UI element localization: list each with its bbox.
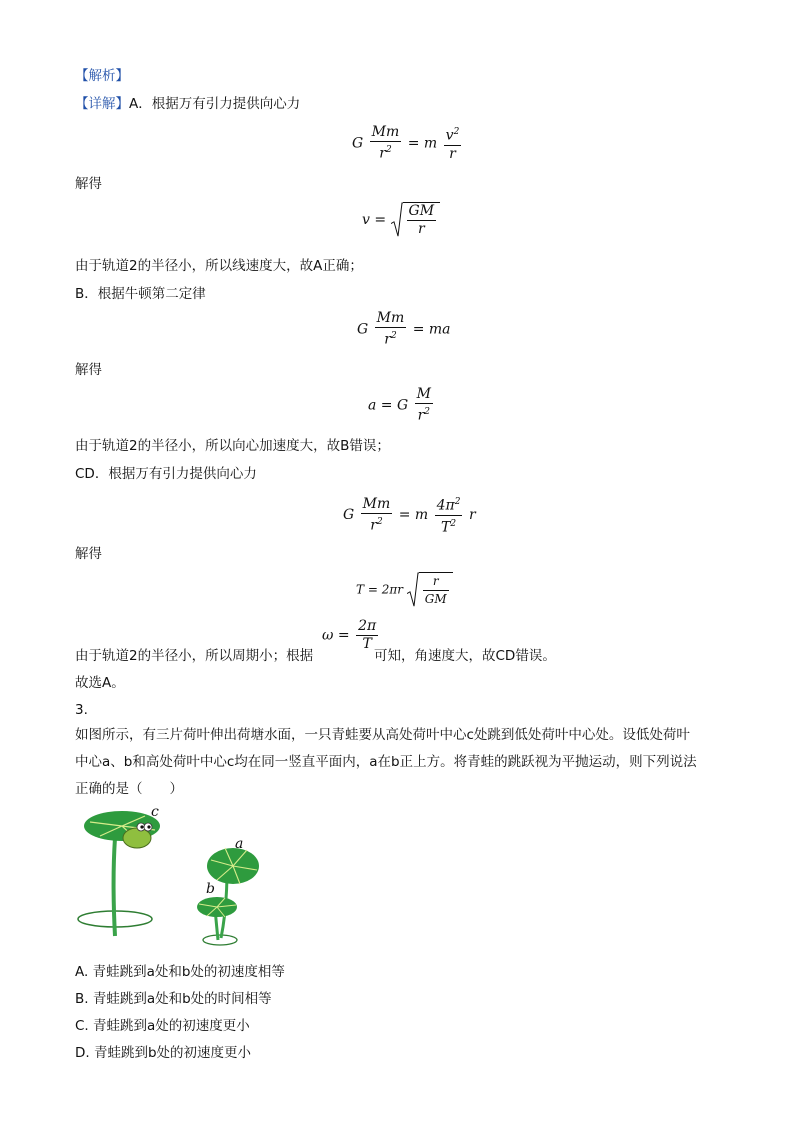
equation-newton-second: G $\frac{Mm}{r^2}$ = ma <box>357 310 451 348</box>
cd-intro: CD．根据万有引力提供向心力 <box>75 466 257 482</box>
label-a: a <box>235 836 244 852</box>
option-b: B. 青蛙跳到a处和b处的时间相等 <box>75 991 272 1007</box>
stem-c <box>114 838 116 936</box>
label-c: c <box>151 808 159 820</box>
question-number: 3. <box>75 702 88 718</box>
option-a: A. 青蛙跳到a处和b处的初速度相等 <box>75 964 285 980</box>
detail-bracket: 【详解】 <box>75 96 129 112</box>
analysis-header: 【解析】 <box>75 68 129 84</box>
question-stem-line1: 如图所示，有三片荷叶伸出荷塘水面，一只青蛙要从高处荷叶中心c处跳到低处荷叶中心处。设低处荷叶 <box>75 727 690 743</box>
question-stem-line3: 正确的是（ ） <box>75 781 183 797</box>
question-stem-line2: 中心a、b和高处荷叶中心c均在同一竖直平面内，a在b正上方。将青蛙的跳跃视为平抛运动，则下列说法 <box>75 754 697 770</box>
conclusion-a: 由于轨道2的半径小，所以线速度大，故A正确； <box>75 258 363 274</box>
conclusion-cd-part2: 可知，角速度大，故CD错误。 <box>374 648 556 664</box>
equation-omega: ω = $\frac{2\pi}{T}$ <box>322 618 377 652</box>
lily-pad-frog-figure <box>75 808 275 953</box>
option-c: C. 青蛙跳到a处的初速度更小 <box>75 1018 250 1034</box>
detail-intro-text: A．根据万有引力提供向心力 <box>129 96 301 112</box>
equation-velocity: v = $\frac{GM}{r}$ <box>362 202 440 238</box>
equation-acceleration: a = G $\frac{M}{r^2}$ <box>368 386 431 424</box>
solve-label-2: 解得 <box>75 362 102 378</box>
label-b: b <box>206 881 215 897</box>
equation-gravity-centripetal: G $\frac{Mm}{r^2}$ = m $\frac{v^2}{r}$ <box>352 124 460 162</box>
solve-label-3: 解得 <box>75 546 102 562</box>
conclusion-b: 由于轨道2的半径小，所以向心加速度大，故B错误； <box>75 438 390 454</box>
answer: 故选A。 <box>75 675 125 691</box>
equation-period-force: G $\frac{Mm}{r^2}$ = m $\frac{4\pi^2}{T^2}$ r <box>343 495 476 536</box>
equation-period: T = 2πr $\frac{r}{GM}$ <box>356 572 453 608</box>
option-d: D. 青蛙跳到b处的初速度更小 <box>75 1045 252 1061</box>
detail-intro <box>75 94 300 114</box>
solve-label-1: 解得 <box>75 176 102 192</box>
b-intro: B．根据牛顿第二定律 <box>75 286 206 302</box>
conclusion-cd-part1: 由于轨道2的半径小，所以周期小；根据 <box>75 648 314 664</box>
